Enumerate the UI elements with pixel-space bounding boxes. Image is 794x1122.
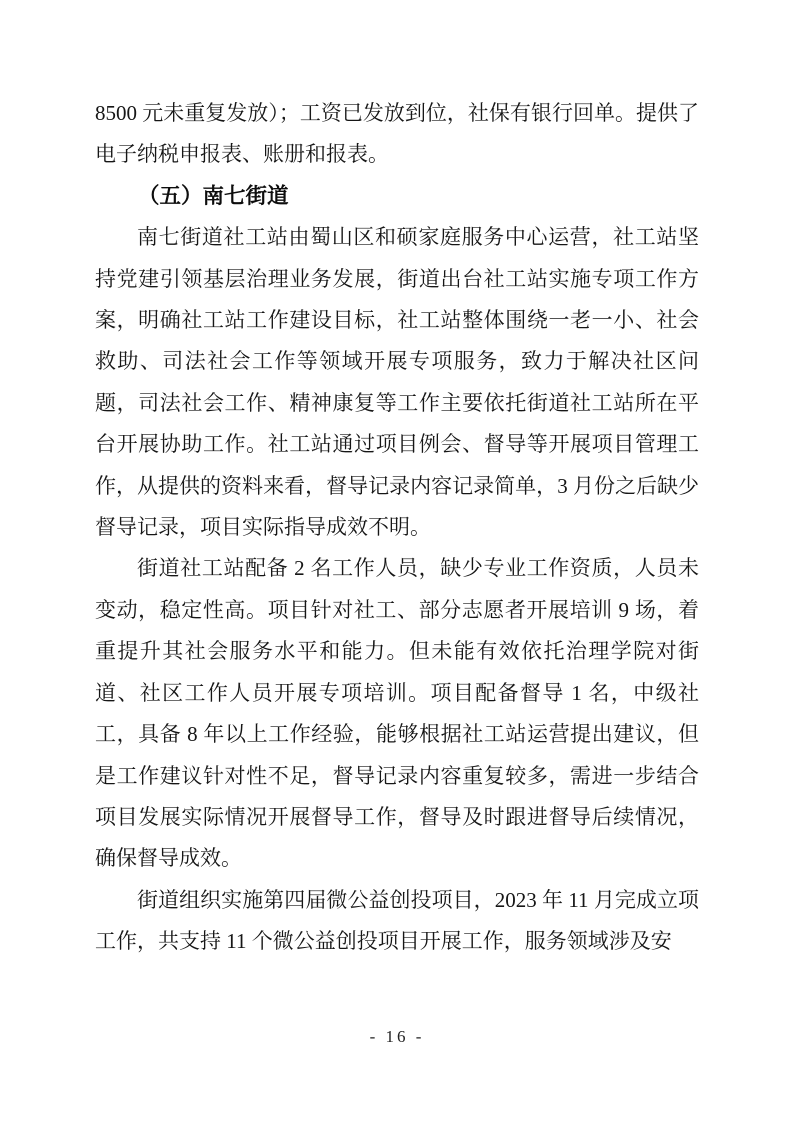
paragraph: 街道组织实施第四届微公益创投项目，2023 年 11 月完成立项工作，共支持 11 个微公益创投项目开展工作，服务领域涉及安 (95, 887, 699, 954)
paragraph: 街道社工站配备 2 名工作人员，缺少专业工作资质，人员未变动，稳定性高。项目针对社工、部分志愿者开展培训 9 场，着重提升其社会服务水平和能力。但未能有效依托治理学院对街道、社区工作人员开展专项培训。项目配备督导 1 名，中级社工，具备 8 年以上工作经验，能够根据社工站运营提出建议，但是工作建议针对性不足，督导记录内容重复较多，需进一步结合项目发展实际情况开展督导工作，督导及时跟进督导后续情况，确保督导成效。 (95, 556, 699, 871)
paragraph: 南七街道社工站由蜀山区和硕家庭服务中心运营，社工站坚持党建引领基层治理业务发展，街道出台社工站实施专项工作方案，明确社工站工作建设目标，社工站整体围绕一老一小、社会救助、司法社会工作等领域开展专项服务，致力于解决社区问题，司法社会工作、精神康复等工作主要依托街道社工站所在平台开展协助工作。社工站通过项目例会、督导等开展项目管理工作，从提供的资料来看，督导记录内容记录简单，3 月份之后缺少督导记录，项目实际指导成效不明。 (95, 225, 699, 540)
page-number: - 16 - (369, 1027, 425, 1046)
paragraph-continuation: 8500 元未重复发放）；工资已发放到位，社保有银行回单。提供了电子纳税申报表、账册和报表。 (95, 101, 699, 167)
section-heading: （五）南七街道 (138, 183, 289, 208)
document-body (95, 93, 699, 963)
